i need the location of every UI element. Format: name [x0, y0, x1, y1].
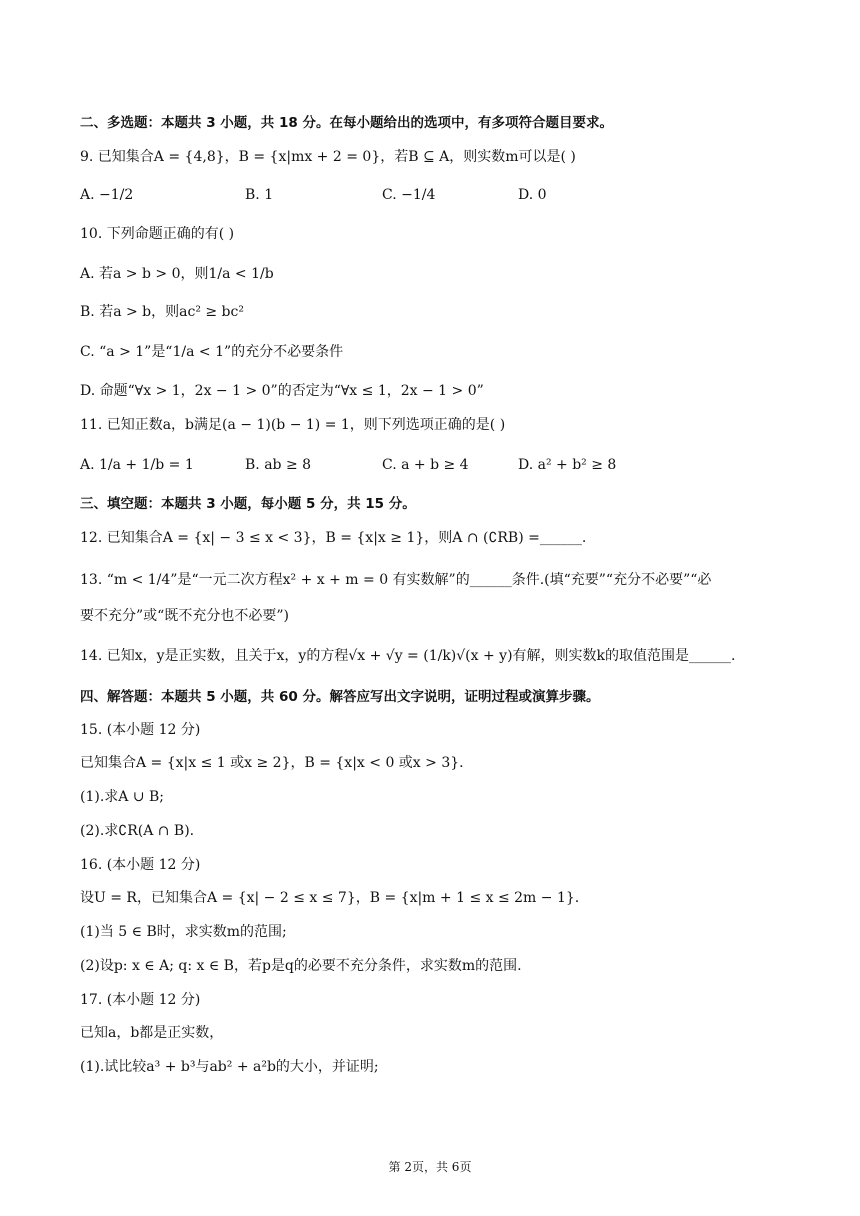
- question-11-stem: 11. 已知正数a，b满足(a − 1)(b − 1) = 1，则下列选项正确的是( ): [80, 417, 506, 433]
- question-17-title: 17. (本小题 12 分): [80, 992, 201, 1008]
- page-footer: 第 2页，共 6页: [388, 1160, 472, 1174]
- question-16-part-1: (1)当 5 ∈ B时，求实数m的范围;: [80, 924, 287, 940]
- question-14: 14. 已知x，y是正实数，且关于x，y的方程√x + √y = (1/k)√(x + y)有解，则实数k的取值范围是______.: [80, 648, 736, 664]
- question-10-option-d: D. 命题“∀x > 1，2x − 1 > 0”的否定为“∀x ≤ 1，2x − 1 > 0”: [80, 383, 484, 399]
- question-15-given: 已知集合A = {x|x ≤ 1 或x ≥ 2}，B = {x|x < 0 或x > 3}.: [80, 755, 464, 771]
- question-16-part-2: (2)设p: x ∈ A; q: x ∈ B，若p是q的必要不充分条件，求实数m的范围.: [80, 958, 522, 974]
- question-10-option-c: C. “a > 1”是“1/a < 1”的充分不必要条件: [80, 344, 344, 360]
- question-15-part-1: (1).求A ∪ B;: [80, 789, 165, 805]
- question-9-option-c: C. −1/4: [382, 187, 436, 203]
- question-9-option-b: B. 1: [245, 187, 274, 203]
- question-12: 12. 已知集合A = {x| − 3 ≤ x < 3}，B = {x|x ≥ 1}，则A ∩ (∁RB) =______.: [80, 530, 587, 546]
- question-11-option-a: A. 1/a + 1/b = 1: [80, 457, 194, 473]
- section-fill-in-heading: 三、填空题：本题共 3 小题，每小题 5 分，共 15 分。: [80, 496, 416, 512]
- question-9-stem: 9. 已知集合A = {4,8}，B = {x|mx + 2 = 0}，若B ⊆ A，则实数m可以是( ): [80, 149, 576, 165]
- section-multiple-choice-heading: 二、多选题：本题共 3 小题，共 18 分。在每小题给出的选项中，有多项符合题目要求。: [80, 115, 613, 131]
- question-16-given: 设U = R，已知集合A = {x| − 2 ≤ x ≤ 7}，B = {x|m + 1 ≤ x ≤ 2m − 1}.: [80, 890, 580, 906]
- question-13-line-2: 要不充分”或“既不充分也不必要”): [80, 608, 289, 624]
- question-10-option-a: A. 若a > b > 0，则1/a < 1/b: [80, 266, 274, 282]
- question-10-option-b: B. 若a > b，则ac² ≥ bc²: [80, 304, 244, 320]
- question-15-part-2: (2).求∁R(A ∩ B).: [80, 823, 195, 839]
- section-answer-heading: 四、解答题：本题共 5 小题，共 60 分。解答应写出文字说明，证明过程或演算步骤。: [80, 689, 600, 705]
- question-13-line-1: 13. “m < 1/4”是“一元二次方程x² + x + m = 0 有实数解”的______条件.(填“充要”“充分不必要”“必: [80, 572, 712, 588]
- question-11-option-b: B. ab ≥ 8: [245, 457, 312, 473]
- question-17-given: 已知a，b都是正实数，: [80, 1025, 224, 1041]
- question-11-option-c: C. a + b ≥ 4: [382, 457, 469, 473]
- question-11-option-d: D. a² + b² ≥ 8: [518, 457, 617, 473]
- question-16-title: 16. (本小题 12 分): [80, 857, 201, 873]
- question-9-option-d: D. 0: [518, 187, 547, 203]
- question-10-stem: 10. 下列命题正确的有( ): [80, 226, 235, 242]
- question-9-option-a: A. −1/2: [80, 187, 134, 203]
- question-17-part-1: (1).试比较a³ + b³与ab² + a²b的大小，并证明;: [80, 1059, 379, 1075]
- question-15-title: 15. (本小题 12 分): [80, 722, 201, 738]
